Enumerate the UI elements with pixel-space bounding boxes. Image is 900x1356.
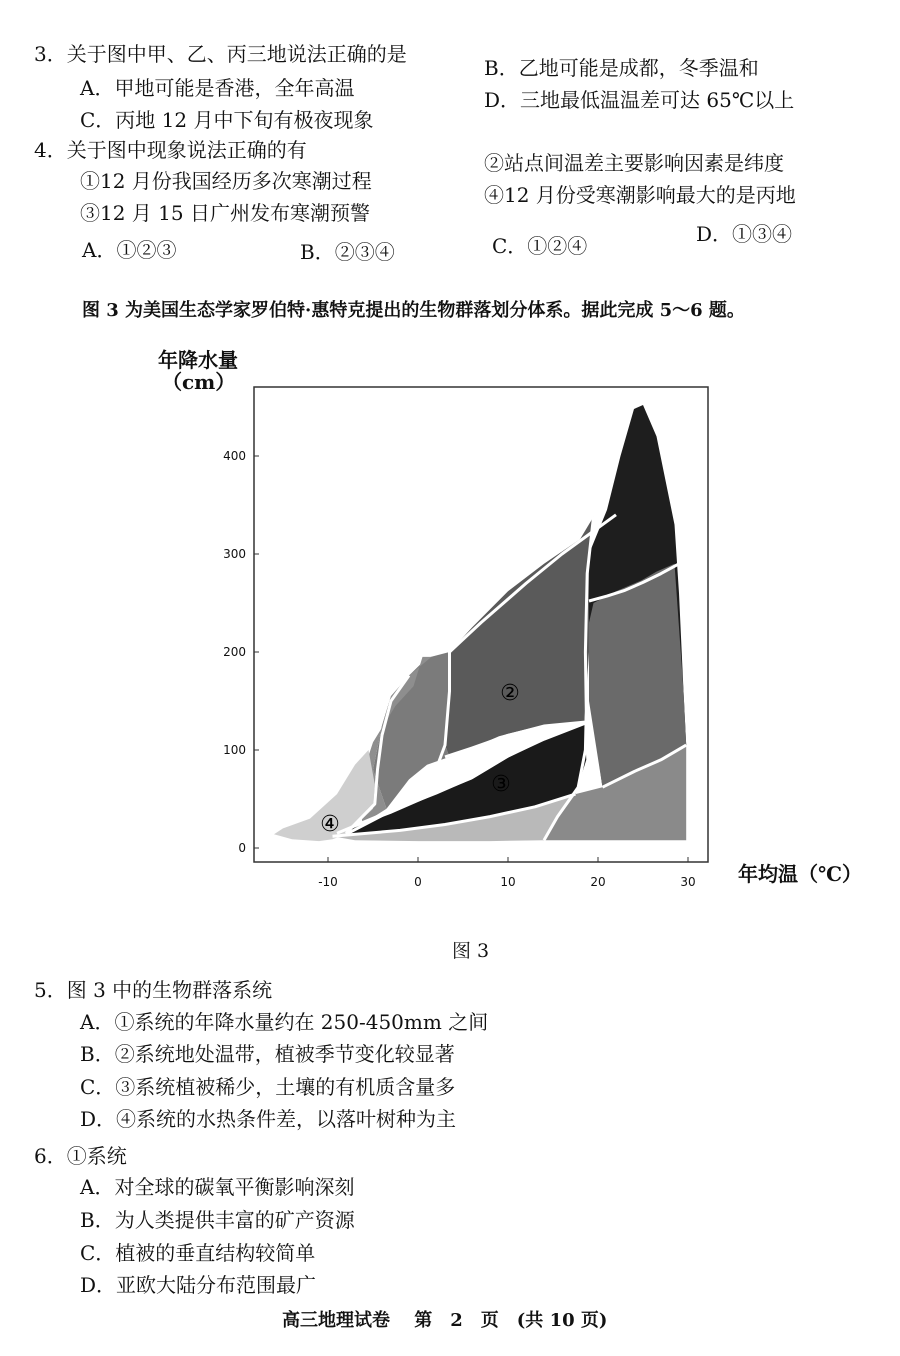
q4-stem: 4．关于图中现象说法正确的有 [34, 138, 307, 162]
q6-option-b: B．为人类提供丰富的矿产资源 [80, 1208, 355, 1232]
region-label-4: ④ [320, 812, 340, 837]
q4-statement-1: ①12 月份我国经历多次寒潮过程 [80, 169, 372, 193]
q5-option-d: D．④系统的水热条件差，以落叶树种为主 [80, 1107, 457, 1131]
q3-option-b: B．乙地可能是成都，冬季温和 [484, 56, 759, 80]
region-label-3: ③ [491, 772, 511, 797]
region-label-2: ② [500, 681, 520, 706]
q6-option-a: A．对全球的碳氧平衡影响深刻 [80, 1175, 355, 1199]
q5-option-c: C．③系统植被稀少，土壤的有机质含量多 [80, 1075, 456, 1099]
q4-option-a: A．①②③ [82, 238, 177, 262]
q4-option-c: C．①②④ [492, 234, 588, 258]
q4-statement-2: ②站点间温差主要影响因素是纬度 [484, 151, 784, 175]
q3-option-a: A．甲地可能是香港，全年高温 [80, 76, 355, 100]
q5-stem: 5．图 3 中的生物群落系统 [34, 978, 273, 1002]
q4-option-d: D．①③④ [696, 222, 793, 246]
x-tick-label: 10 [500, 875, 516, 889]
x-tick-label: 30 [680, 875, 696, 889]
y-axis-label-line2: （cm） [162, 370, 236, 394]
y-tick-label: 100 [223, 743, 246, 757]
q6-stem: 6．①系统 [34, 1144, 127, 1168]
x-tick-label: 20 [590, 875, 606, 889]
figure-intro: 图 3 为美国生态学家罗伯特·惠特克提出的生物群落划分体系。据此完成 5～6 题。 [82, 300, 745, 321]
q4-statement-4: ④12 月份受寒潮影响最大的是丙地 [484, 183, 796, 207]
q6-option-c: C．植被的垂直结构较简单 [80, 1241, 316, 1265]
x-axis-label: 年均温（℃） [738, 862, 862, 886]
q3-option-d: D．三地最低温温差可达 65℃以上 [484, 88, 795, 112]
y-tick-label: 0 [238, 841, 246, 855]
x-tick-label: 0 [414, 875, 422, 889]
y-tick-label: 400 [223, 449, 246, 463]
q4-statement-3: ③12 月 15 日广州发布寒潮预警 [80, 201, 370, 225]
x-tick-label: -10 [318, 875, 338, 889]
q6-option-d: D．亚欧大陆分布范围最广 [80, 1273, 317, 1297]
y-tick-label: 200 [223, 645, 246, 659]
q5-option-a: A．①系统的年降水量约在 250-450mm 之间 [80, 1010, 489, 1034]
figure-caption: 图 3 [452, 940, 490, 962]
y-axis-label-line1: 年降水量 [158, 348, 238, 372]
y-tick-label: 300 [223, 547, 246, 561]
q5-option-b: B．②系统地处温带，植被季节变化较显著 [80, 1042, 455, 1066]
q3-stem: 3．关于图中甲、乙、丙三地说法正确的是 [34, 42, 407, 66]
q4-option-b: B．②③④ [300, 240, 395, 264]
page-footer: 高三地理试卷 第 2 页 (共 10 页) [282, 1310, 608, 1331]
q3-option-c: C．丙地 12 月中下旬有极夜现象 [80, 108, 374, 132]
